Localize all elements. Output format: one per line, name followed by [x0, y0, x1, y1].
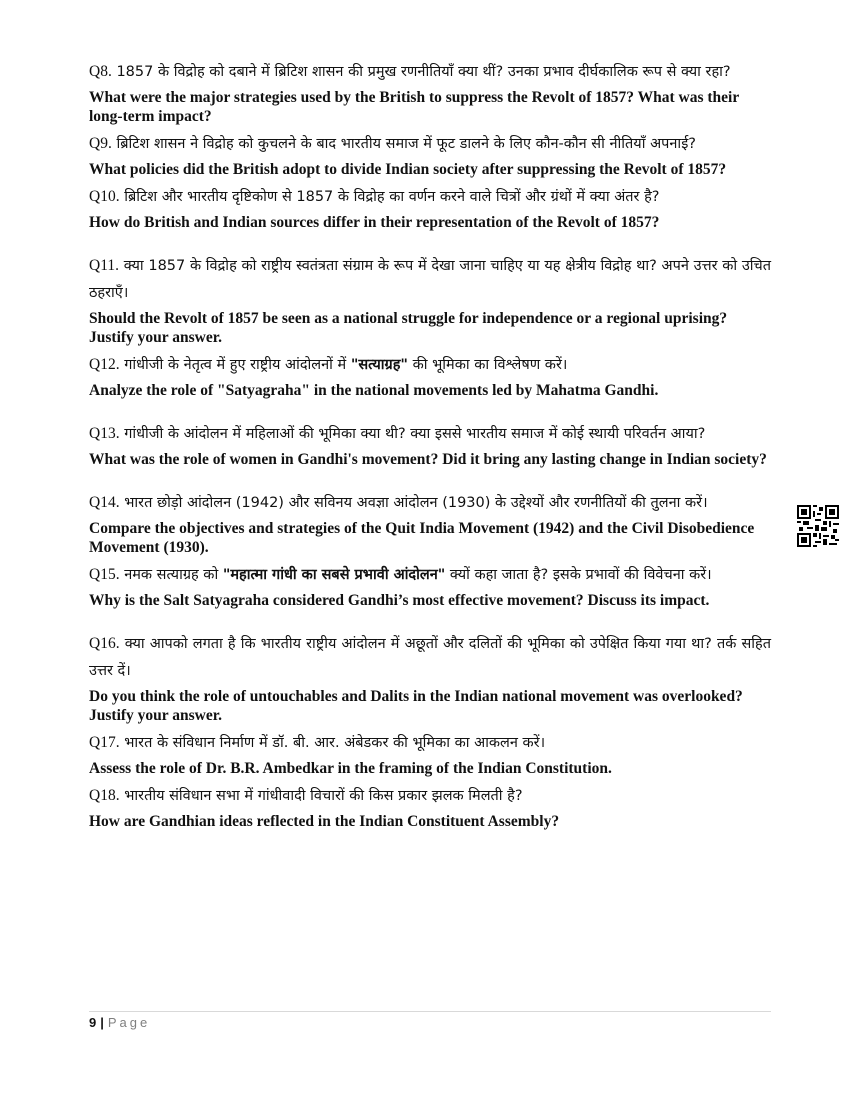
question-hindi-text: भारत के संविधान निर्माण में डॉ. बी. आर. अंबेडकर की भूमिका का आकलन करें।	[124, 735, 546, 751]
question-english: What were the major strategies used by the British to suppress the Revolt of 1857? What was their long-term impact?	[89, 89, 739, 125]
footer-divider	[89, 1011, 771, 1012]
footer-separator: |	[100, 1015, 104, 1030]
question-number: Q11.	[89, 257, 119, 274]
question-number: Q8.	[89, 63, 112, 80]
question-number: Q18.	[89, 787, 120, 804]
question-hindi-text: भारतीय संविधान सभा में गांधीवादी विचारों की किस प्रकार झलक मिलती है?	[124, 788, 523, 804]
question-english: What policies did the British adopt to divide Indian society after suppressing the Revolt of 1857?	[89, 161, 727, 178]
question-hindi-text: नमक सत्याग्रह को	[124, 567, 223, 583]
question-number: Q14.	[89, 494, 120, 511]
question-english: How do British and Indian sources differ in their representation of the Revolt of 1857?	[89, 214, 660, 231]
question-hindi	[89, 782, 771, 810]
question-q16	[89, 630, 771, 725]
question-number: Q10.	[89, 188, 120, 205]
question-number: Q15.	[89, 566, 120, 583]
question-english: Compare the objectives and strategies of the Quit India Movement (1942) and the Civil Disobedience Movement (1930).	[89, 520, 755, 556]
question-hindi-text: की भूमिका का विश्लेषण करें।	[407, 357, 568, 373]
question-hindi	[89, 252, 771, 307]
question-english: Do you think the role of untouchables and Dalits in the Indian national movement was overlooked? Justify your answer.	[89, 688, 743, 724]
page-label: Page	[107, 1015, 151, 1030]
question-hindi	[89, 630, 771, 685]
question-hindi-emphasis: "महात्मा गांधी का सबसे प्रभावी आंदोलन"	[222, 567, 446, 583]
question-q9	[89, 130, 771, 179]
question-hindi	[89, 729, 771, 757]
question-english: Analyze the role of "Satyagraha" in the national movements led by Mahatma Gandhi.	[89, 382, 659, 399]
question-hindi	[89, 130, 771, 158]
question-hindi-text: ब्रिटिश और भारतीय दृष्टिकोण से 1857 के विद्रोह का वर्णन करने वाले चित्रों और ग्रंथों में क्या अंतर है?	[124, 189, 660, 205]
page-footer	[89, 1015, 150, 1030]
question-q17	[89, 729, 771, 778]
question-hindi-text: क्या आपको लगता है कि भारतीय राष्ट्रीय आंदोलन में अछूतों और दलितों की भूमिका को उपेक्षित किया गया था? तर्क सहित उत्तर दें।	[89, 636, 771, 679]
question-number: Q17.	[89, 734, 120, 751]
question-english: What was the role of women in Gandhi's movement? Did it bring any lasting change in Indian society?	[89, 451, 767, 468]
question-hindi-text: 1857 के विद्रोह को दबाने में ब्रिटिश शासन की प्रमुख रणनीतियाँ क्या थीं? उनका प्रभाव दीर्घकालिक रूप से क्या रहा?	[116, 64, 731, 80]
question-hindi-text: गांधीजी के नेतृत्व में हुए राष्ट्रीय आंदोलनों में	[124, 357, 351, 373]
page-number: 9	[89, 1015, 97, 1030]
question-list	[89, 58, 771, 835]
question-number: Q9.	[89, 135, 112, 152]
question-hindi-text: भारत छोड़ो आंदोलन (1942) और सविनय अवज्ञा आंदोलन (1930) के उद्देश्यों और रणनीतियों की तुलना करें।	[124, 495, 708, 511]
question-hindi	[89, 420, 771, 448]
question-q13	[89, 420, 771, 469]
question-english: How are Gandhian ideas reflected in the Indian Constituent Assembly?	[89, 813, 560, 830]
question-q10	[89, 183, 771, 232]
question-hindi	[89, 561, 771, 589]
question-english: Assess the role of Dr. B.R. Ambedkar in the framing of the Indian Constitution.	[89, 760, 612, 777]
question-hindi-text: ब्रिटिश शासन ने विद्रोह को कुचलने के बाद भारतीय समाज में फूट डालने के लिए कौन-कौन सी नीतियाँ अपनाई?	[116, 136, 697, 152]
question-english: Should the Revolt of 1857 be seen as a national struggle for independence or a regional uprising? Justify your answer.	[89, 310, 728, 346]
question-number: Q13.	[89, 425, 120, 442]
question-hindi	[89, 351, 771, 379]
question-hindi-text: गांधीजी के आंदोलन में महिलाओं की भूमिका क्या थी? क्या इससे भारतीय समाज में कोई स्थायी परिवर्तन आया?	[124, 426, 706, 442]
question-number: Q16.	[89, 635, 120, 652]
question-english: Why is the Salt Satyagraha considered Gandhi’s most effective movement? Discuss its impact.	[89, 592, 710, 609]
question-hindi-text: क्यों कहा जाता है? इसके प्रभावों की विवेचना करें।	[445, 567, 712, 583]
question-hindi-text: क्या 1857 के विद्रोह को राष्ट्रीय स्वतंत्रता संग्राम के रूप में देखा जाना चाहिए या यह क्षेत्रीय विद्रोह था? अपने उत्तर को उचित ठहराएँ।	[89, 258, 771, 301]
question-q14	[89, 489, 771, 557]
question-q15	[89, 561, 771, 610]
question-q11	[89, 252, 771, 347]
question-hindi	[89, 58, 771, 86]
qr-code-icon[interactable]	[797, 505, 839, 547]
question-q8	[89, 58, 771, 126]
question-hindi	[89, 489, 771, 517]
question-hindi	[89, 183, 771, 211]
question-hindi-emphasis: "सत्याग्रह"	[350, 357, 408, 373]
question-q18	[89, 782, 771, 831]
question-number: Q12.	[89, 356, 120, 373]
question-q12	[89, 351, 771, 400]
